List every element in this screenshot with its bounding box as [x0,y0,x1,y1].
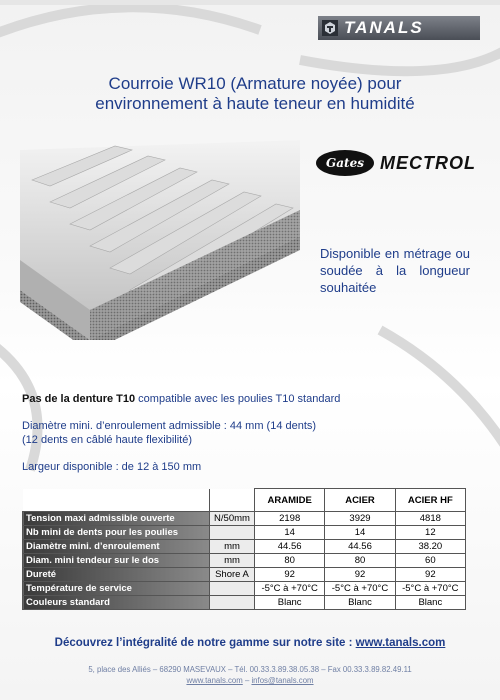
cell-value: 14 [255,526,325,540]
cell-value: 4818 [395,512,465,526]
spec-table [22,488,466,610]
cell-value: -5°C à +70°C [255,582,325,596]
table-row [23,526,466,540]
gates-logo [316,150,374,176]
footer-email-link[interactable]: infos@tanals.com [251,676,314,685]
cell-value: Blanc [325,596,395,610]
row-unit [210,582,255,596]
table-header-row [23,489,466,512]
row-unit: mm [210,554,255,568]
table-header-acier-hf: ACIER HF [395,489,465,512]
mectrol-logo-text: MECTROL [380,152,476,173]
row-label: Tension maxi admissible ouverte [23,512,210,526]
diameter-line-1: Diamètre mini. d’enroulement admissible : 44 mm (14 dents) [22,420,317,432]
width-value: Largeur disponible : de 12 à 150 mm [22,461,202,473]
gates-logo-text: Gates [326,156,364,170]
row-unit: Shore A [210,568,255,582]
row-unit [210,596,255,610]
row-unit: N/50mm [210,512,255,526]
table-header-acier: ACIER [325,489,395,512]
cell-value: 12 [395,526,465,540]
cell-value: 60 [395,554,465,568]
row-label: Couleurs standard [23,596,210,610]
cell-value: -5°C à +70°C [325,582,395,596]
cell-value: 92 [325,568,395,582]
table-row [23,554,466,568]
pitch-value: compatible avec les poulies T10 standard [138,393,341,405]
row-unit [210,526,255,540]
table-header-blank [210,489,255,512]
row-label: Diam. mini tendeur sur le dos [23,554,210,568]
cell-value: 14 [325,526,395,540]
cell-value: 92 [255,568,325,582]
cell-value: Blanc [395,596,465,610]
footer-web-link[interactable]: www.tanals.com [186,676,243,685]
cell-value: 38.20 [395,540,465,554]
cell-value: 44.56 [255,540,325,554]
availability-text: Disponible en métrage ou soudée à la longueur souhaitée [320,246,470,295]
table-row [23,582,466,596]
cell-value: Blanc [255,596,325,610]
table-header-aramide: ARAMIDE [255,489,325,512]
table-row [23,512,466,526]
website-callout [20,637,480,649]
address-line: 5, place des Alliés – 68290 MASEVAUX – Tél. 00.33.3.89.38.05.38 – Fax 00.33.3.89.82.49.11 [88,665,412,674]
pitch-label: Pas de la denture T10 [22,393,136,405]
width-spec [22,460,201,474]
cell-value: 80 [325,554,395,568]
pitch-spec [22,392,340,406]
cell-value: 3929 [325,512,395,526]
row-label: Diamètre mini. d’enroulement [23,540,210,554]
gates-mectrol-logo [316,148,476,178]
cell-value: 2198 [255,512,325,526]
company-address [20,664,480,686]
belt-image [20,140,300,340]
cell-value: 92 [395,568,465,582]
cell-value: 44.56 [325,540,395,554]
row-label: Température de service [23,582,210,596]
row-label: Dureté [23,568,210,582]
diameter-spec [22,419,316,447]
cell-value: 80 [255,554,325,568]
table-row [23,596,466,610]
website-callout-text: Découvrez l’intégralité de notre gamme sur notre site : [54,637,356,649]
table-row [23,540,466,554]
row-unit: mm [210,540,255,554]
row-label: Nb mini de dents pour les poulies [23,526,210,540]
diameter-line-2: (12 dents en câblé haute flexibilité) [22,434,192,446]
tanals-emblem-icon [322,20,338,36]
title-line-2: environnement à haute teneur en humidité [95,94,415,113]
footer-separator: – [242,676,252,685]
logo-text: TANALS [344,18,424,37]
table-header-blank [23,489,210,512]
table-row [23,568,466,582]
tanals-logo [318,16,480,40]
title-line-1: Courroie WR10 (Armature noyée) pour [108,74,402,93]
page-title [40,74,470,114]
website-link[interactable]: www.tanals.com [355,637,446,649]
cell-value: -5°C à +70°C [395,582,465,596]
